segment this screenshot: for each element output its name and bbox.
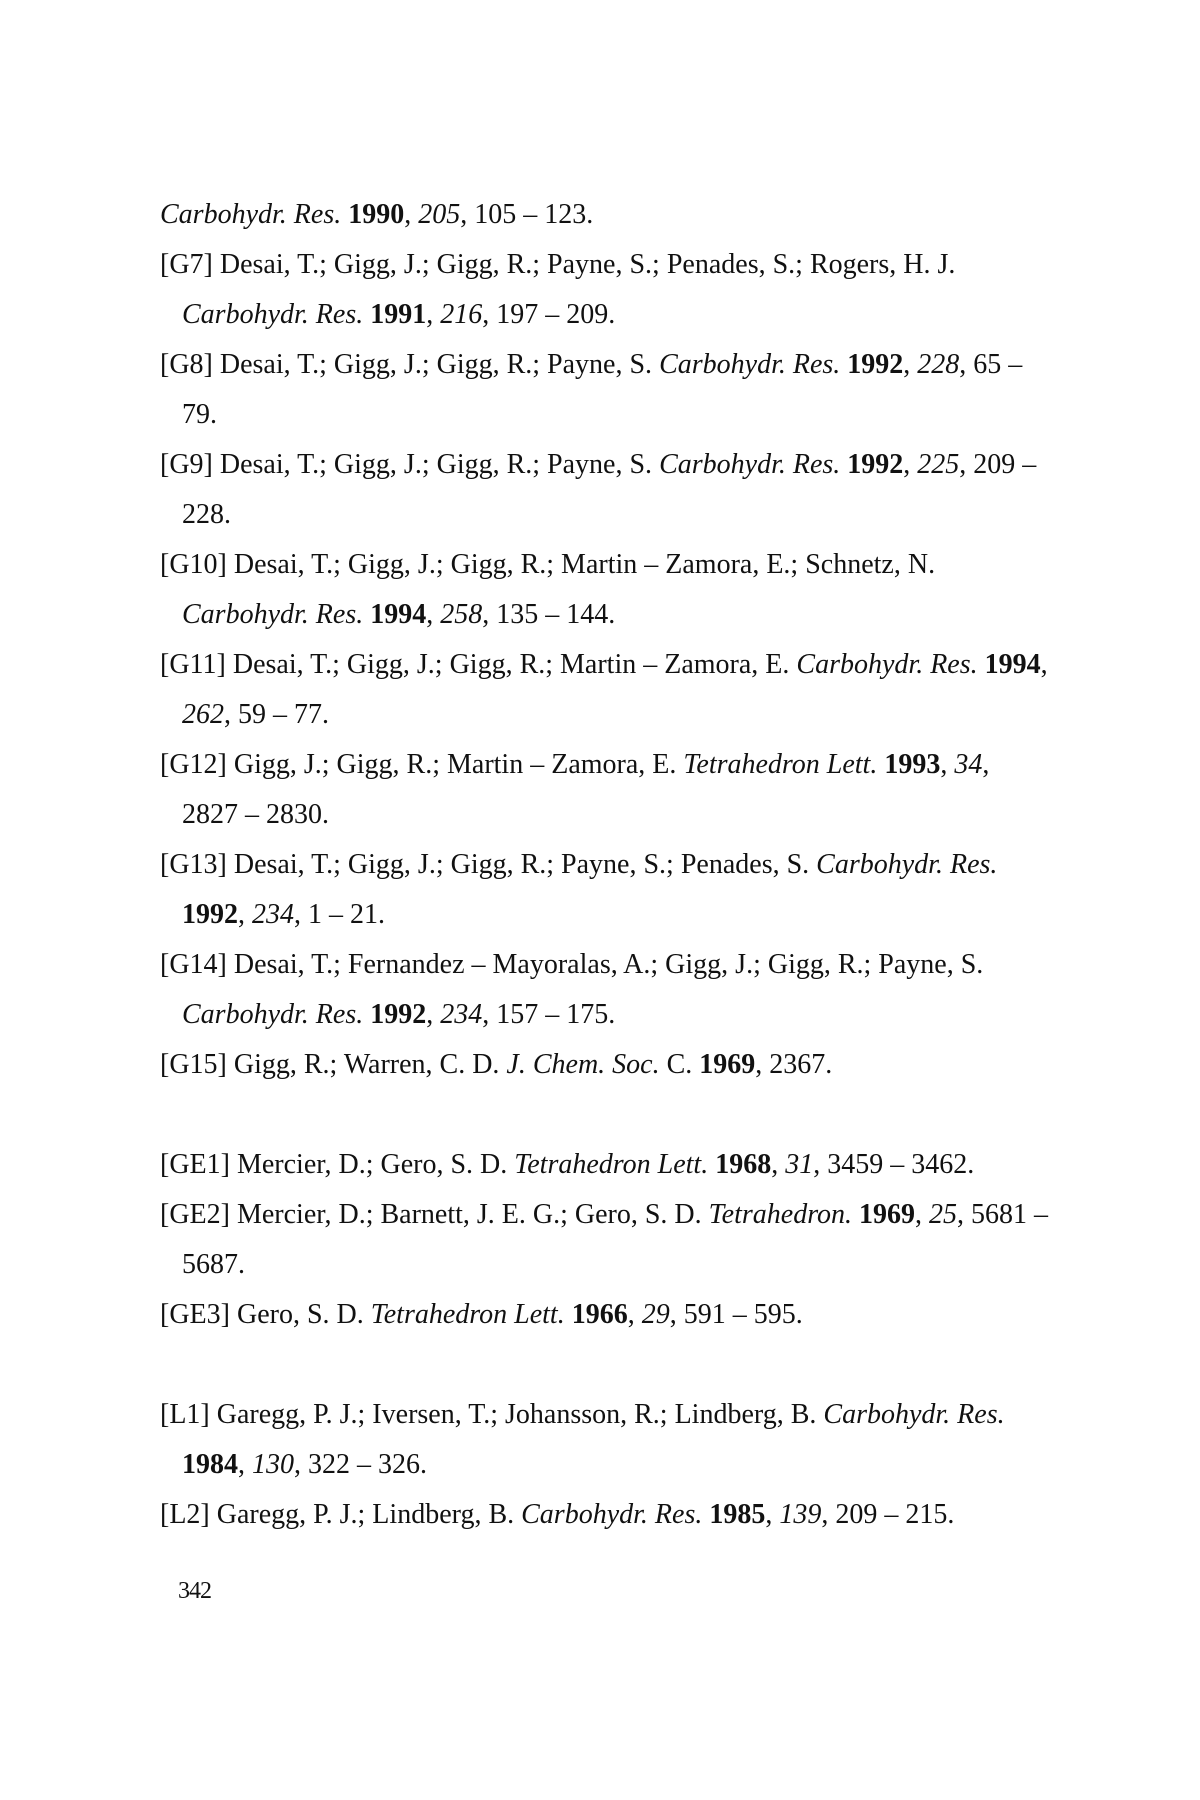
reference-volume: 234 <box>252 899 294 930</box>
reference-volume: 25 <box>929 1199 958 1230</box>
reference-authors: Gigg, R.; Warren, C. D. <box>233 1049 500 1080</box>
reference-authors: Mercier, D.; Barnett, J. E. G.; Gero, S. D. <box>236 1199 702 1230</box>
reference-volume: 130 <box>252 1449 294 1480</box>
reference-pages: 65 – 79. <box>182 349 1023 430</box>
reference-authors: Gero, S. D. <box>236 1299 364 1330</box>
reference-series: C. <box>666 1049 693 1080</box>
reference-entry: [GE3] Gero, S. D. Tetrahedron Lett. 1966, 29, 591 – 595. <box>160 1299 803 1330</box>
reference-authors: Mercier, D.; Gero, S. D. <box>236 1149 508 1180</box>
reference-entry: [G9] Desai, T.; Gigg, J.; Gigg, R.; Payne, S. Carbohydr. Res. 1992, 225, 209 – 228. <box>160 449 1037 530</box>
reference-entry: [L1] Garegg, P. J.; Iversen, T.; Johansson, R.; Lindberg, B. Carbohydr. Res. 1984, 130, 322 – 326. <box>160 1399 1005 1480</box>
reference-journal: Carbohydr. Res. <box>823 1399 1005 1430</box>
reference-pages: 135 – 144. <box>496 599 616 630</box>
reference-journal: Carbohydr. Res. <box>816 849 998 880</box>
section-gap <box>160 1340 1050 1390</box>
reference-year: 1992 <box>847 449 904 480</box>
reference-volume: 29 <box>641 1299 670 1330</box>
reference-year: 1990 <box>348 199 405 230</box>
reference-tag: [L2] <box>160 1499 210 1530</box>
reference-pages: 157 – 175. <box>496 999 616 1030</box>
reference-authors: Desai, T.; Gigg, J.; Gigg, R.; Martin – Zamora, E.; Schnetz, N. <box>233 549 936 580</box>
reference-volume: 205 <box>418 199 461 230</box>
reference-pages: 5681 – 5687. <box>182 1199 1049 1280</box>
reference-year: 1992 <box>370 999 427 1030</box>
reference-year: 1969 <box>859 1199 916 1230</box>
reference-authors: Desai, T.; Gigg, J.; Gigg, R.; Payne, S.; Penades, S. <box>233 849 810 880</box>
reference-entry: Carbohydr. Res. 1990, 205, 105 – 123. <box>160 199 594 230</box>
reference-volume: 258 <box>440 599 483 630</box>
reference-journal: Tetrahedron Lett. <box>370 1299 565 1330</box>
reference-year: 1966 <box>571 1299 628 1330</box>
reference-entry: [G11] Desai, T.; Gigg, J.; Gigg, R.; Martin – Zamora, E. Carbohydr. Res. 1994, 262, 59 – 77. <box>160 649 1048 730</box>
reference-pages: 2367. <box>769 1049 833 1080</box>
reference-authors: Garegg, P. J.; Lindberg, B. <box>216 1499 515 1530</box>
reference-volume: 225 <box>917 449 960 480</box>
reference-entry: [GE2] Mercier, D.; Barnett, J. E. G.; Gero, S. D. Tetrahedron. 1969, 25, 5681 – 5687. <box>160 1199 1049 1280</box>
reference-entry: [G8] Desai, T.; Gigg, J.; Gigg, R.; Payne, S. Carbohydr. Res. 1992, 228, 65 – 79. <box>160 349 1023 430</box>
reference-tag: [L1] <box>160 1399 210 1430</box>
reference-journal: Carbohydr. Res. <box>659 449 841 480</box>
reference-entry: [G14] Desai, T.; Fernandez – Mayoralas, A.; Gigg, J.; Gigg, R.; Payne, S. Carbohydr. Res. 1992, 234, 157 – 175. <box>160 949 984 1030</box>
reference-tag: [G11] <box>160 649 226 680</box>
reference-pages: 209 – 215. <box>835 1499 955 1530</box>
reference-volume: 34 <box>954 749 983 780</box>
reference-journal: Carbohydr. Res. <box>521 1499 703 1530</box>
reference-tag: [G12] <box>160 749 227 780</box>
reference-volume: 228 <box>917 349 960 380</box>
reference-authors: Desai, T.; Gigg, J.; Gigg, R.; Payne, S. <box>219 449 653 480</box>
reference-list <box>160 190 1050 1540</box>
reference-entry: [G13] Desai, T.; Gigg, J.; Gigg, R.; Payne, S.; Penades, S. Carbohydr. Res. 1992, 234, 1 – 21. <box>160 849 998 930</box>
reference-tag: [GE2] <box>160 1199 230 1230</box>
reference-year: 1992 <box>847 349 904 380</box>
reference-authors: Garegg, P. J.; Iversen, T.; Johansson, R.; Lindberg, B. <box>216 1399 817 1430</box>
reference-year: 1994 <box>370 599 427 630</box>
reference-authors: Desai, T.; Gigg, J.; Gigg, R.; Martin – Zamora, E. <box>232 649 790 680</box>
reference-journal: Carbohydr. Res. <box>160 199 342 230</box>
reference-authors: Desai, T.; Fernandez – Mayoralas, A.; Gigg, J.; Gigg, R.; Payne, S. <box>233 949 984 980</box>
reference-year: 1969 <box>699 1049 756 1080</box>
reference-pages: 3459 – 3462. <box>827 1149 975 1180</box>
reference-tag: [G8] <box>160 349 213 380</box>
reference-authors: Desai, T.; Gigg, J.; Gigg, R.; Payne, S. <box>219 349 653 380</box>
reference-pages: 197 – 209. <box>496 299 616 330</box>
reference-tag: [G9] <box>160 449 213 480</box>
reference-pages: 2827 – 2830. <box>182 799 329 830</box>
reference-pages: 59 – 77. <box>238 699 329 730</box>
reference-tag: [G13] <box>160 849 227 880</box>
reference-volume: 31 <box>785 1149 814 1180</box>
reference-tag: [GE3] <box>160 1299 230 1330</box>
reference-tag: [GE1] <box>160 1149 230 1180</box>
reference-year: 1994 <box>984 649 1041 680</box>
reference-journal: Tetrahedron. <box>708 1199 853 1230</box>
reference-year: 1993 <box>884 749 941 780</box>
reference-entry: [GE1] Mercier, D.; Gero, S. D. Tetrahedron Lett. 1968, 31, 3459 – 3462. <box>160 1149 975 1180</box>
reference-pages: 209 – 228. <box>182 449 1037 530</box>
reference-journal: Carbohydr. Res. <box>182 999 364 1030</box>
reference-year: 1991 <box>370 299 427 330</box>
reference-journal: Carbohydr. Res. <box>182 599 364 630</box>
reference-tag: [G10] <box>160 549 227 580</box>
reference-volume: 139 <box>779 1499 822 1530</box>
reference-year: 1968 <box>715 1149 772 1180</box>
reference-entry: [G10] Desai, T.; Gigg, J.; Gigg, R.; Martin – Zamora, E.; Schnetz, N. Carbohydr. Res. 1994, 258, 135 – 144. <box>160 549 936 630</box>
page-number: 342 <box>178 1578 211 1604</box>
reference-authors: Gigg, J.; Gigg, R.; Martin – Zamora, E. <box>233 749 677 780</box>
reference-tag: [G15] <box>160 1049 227 1080</box>
reference-pages: 591 – 595. <box>683 1299 803 1330</box>
reference-year: 1985 <box>709 1499 766 1530</box>
reference-journal: Tetrahedron Lett. <box>514 1149 709 1180</box>
reference-journal: Tetrahedron Lett. <box>683 749 878 780</box>
reference-volume: 216 <box>440 299 483 330</box>
reference-volume: 234 <box>440 999 483 1030</box>
reference-journal: Carbohydr. Res. <box>796 649 978 680</box>
reference-year: 1984 <box>182 1449 238 1480</box>
reference-pages: 105 – 123. <box>474 199 594 230</box>
section-gap <box>160 1090 1050 1140</box>
reference-entry: [G15] Gigg, R.; Warren, C. D. J. Chem. Soc. C. 1969, 2367. <box>160 1049 833 1080</box>
reference-volume: 262 <box>182 699 224 730</box>
reference-journal: Carbohydr. Res. <box>659 349 841 380</box>
reference-tag: [G14] <box>160 949 227 980</box>
reference-entry: [G7] Desai, T.; Gigg, J.; Gigg, R.; Payne, S.; Penades, S.; Rogers, H. J. Carbohydr. Res. 1991, 216, 197 – 209. <box>160 249 956 330</box>
reference-year: 1992 <box>182 899 238 930</box>
reference-journal: Carbohydr. Res. <box>182 299 364 330</box>
reference-entry: [G12] Gigg, J.; Gigg, R.; Martin – Zamora, E. Tetrahedron Lett. 1993, 34, 2827 – 2830. <box>160 749 990 830</box>
reference-journal: J. Chem. Soc. <box>506 1049 660 1080</box>
reference-entry: [L2] Garegg, P. J.; Lindberg, B. Carbohydr. Res. 1985, 139, 209 – 215. <box>160 1499 955 1530</box>
reference-authors: Desai, T.; Gigg, J.; Gigg, R.; Payne, S.; Penades, S.; Rogers, H. J. <box>219 249 956 280</box>
reference-tag: [G7] <box>160 249 213 280</box>
reference-pages: 1 – 21. <box>308 899 385 930</box>
reference-pages: 322 – 326. <box>308 1449 427 1480</box>
